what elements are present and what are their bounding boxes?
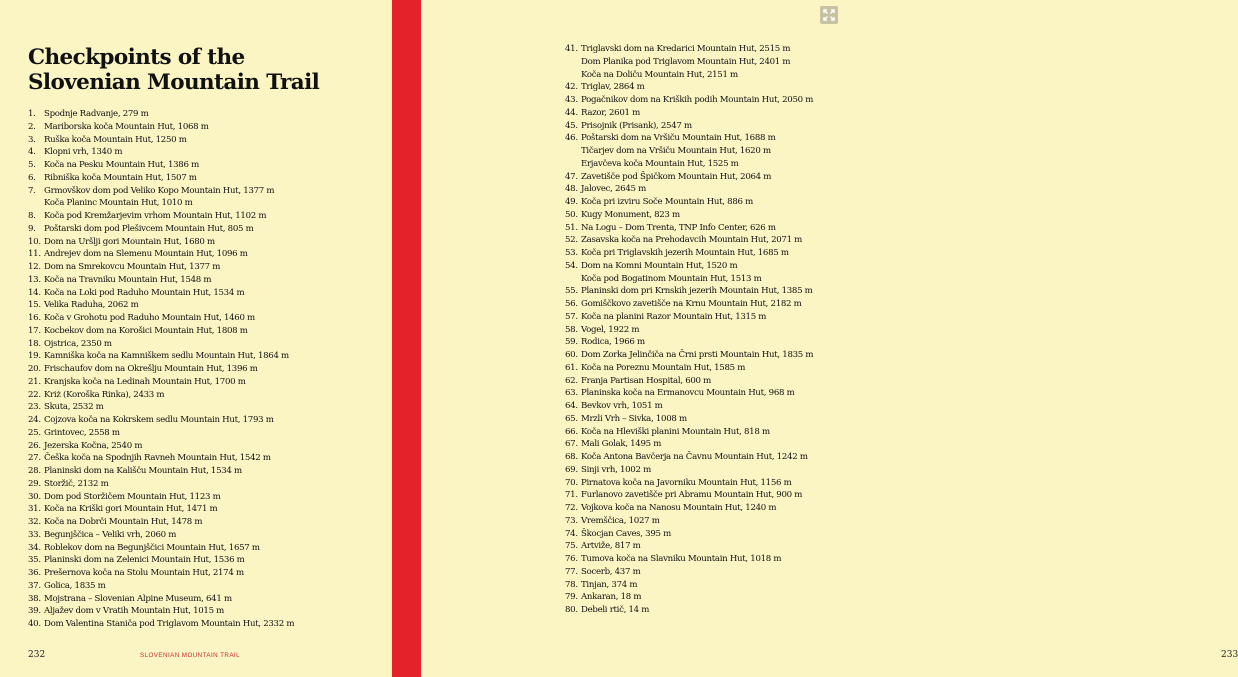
checkpoint-item <box>28 350 294 363</box>
checkpoint-number: 16. <box>28 313 41 323</box>
checkpoint-name: Koča pri Triglavskih jezerih Mountain Hut, 1685 m <box>581 248 789 258</box>
checkpoint-item <box>28 325 294 338</box>
checkpoint-number: 1. <box>28 109 36 119</box>
checkpoint-number: 30. <box>28 491 41 502</box>
checkpoint-item <box>28 338 294 351</box>
checkpoint-name: Dom pod Storžičem Mountain Hut, 1123 m <box>44 491 221 502</box>
checkpoint-number: 78. <box>565 579 578 590</box>
checkpoint-number: 72. <box>565 503 578 513</box>
checkpoint-item <box>28 108 294 121</box>
checkpoint-number: 33. <box>28 529 41 540</box>
checkpoint-number: 71. <box>565 490 578 501</box>
checkpoint-number: 19. <box>28 351 41 362</box>
expand-button[interactable] <box>820 6 838 24</box>
checkpoint-name: Koča na Hleviški planini Mountain Hut, 818 m <box>581 426 770 437</box>
checkpoint-number: 27. <box>28 453 41 464</box>
checkpoint-name: Pogačnikov dom na Kriških podih Mountain Hut, 2050 m <box>581 95 814 105</box>
checkpoint-name: Klopni vrh, 1340 m <box>44 147 123 158</box>
checkpoint-item <box>565 56 813 69</box>
checkpoint-name: Gomiščkovo zavetišče na Krnu Mountain Hut, 2182 m <box>581 299 802 309</box>
checkpoint-name: Velika Raduha, 2062 m <box>44 300 139 311</box>
checkpoint-name: Mali Golak, 1495 m <box>581 439 662 450</box>
checkpoint-item <box>28 529 294 542</box>
checkpoint-number: 77. <box>565 566 578 577</box>
checkpoint-number: 69. <box>565 464 578 475</box>
checkpoint-item <box>565 132 813 145</box>
checkpoint-item <box>28 376 294 389</box>
checkpoint-name: Jezerska Kočna, 2540 m <box>44 440 143 451</box>
checkpoint-item <box>565 464 813 477</box>
checkpoint-item <box>565 43 813 56</box>
checkpoint-name: Koča v Grohotu pod Raduho Mountain Hut, 1460 m <box>44 313 255 323</box>
checkpoint-number: 45. <box>565 120 578 131</box>
checkpoint-item <box>28 414 294 427</box>
checkpoint-name: Dom na Komni Mountain Hut, 1520 m <box>581 260 738 271</box>
checkpoint-item <box>28 618 294 631</box>
checkpoint-item <box>28 516 294 529</box>
page-title <box>28 45 319 95</box>
checkpoint-item <box>28 567 294 580</box>
checkpoint-number: 65. <box>565 413 578 424</box>
checkpoint-item <box>565 311 813 324</box>
checkpoint-item <box>28 605 294 618</box>
checkpoint-number: 9. <box>28 223 36 234</box>
checkpoint-number: 41. <box>565 44 578 54</box>
checkpoint-number: 47. <box>565 171 578 182</box>
checkpoint-name: Pirnatova koča na Javorniku Mountain Hut, 1156 m <box>581 477 792 488</box>
checkpoint-number: 60. <box>565 350 578 360</box>
checkpoint-number: 5. <box>28 160 36 170</box>
checkpoint-item <box>565 234 813 247</box>
checkpoint-number: 29. <box>28 478 41 489</box>
checkpoint-number: 24. <box>28 415 41 425</box>
checkpoint-name: Skuta, 2532 m <box>44 402 104 413</box>
checkpoint-number: 79. <box>565 592 578 603</box>
checkpoint-item <box>28 465 294 478</box>
checkpoint-name: Vojkova koča na Nanosu Mountain Hut, 1240 m <box>581 503 777 513</box>
checkpoint-name: Ojstrica, 2350 m <box>44 338 112 349</box>
checkpoint-item <box>565 489 813 502</box>
checkpoint-number: 28. <box>28 466 41 476</box>
checkpoint-name: Koča na Poreznu Mountain Hut, 1585 m <box>581 362 746 373</box>
checkpoint-name: Jalovec, 2645 m <box>581 184 646 195</box>
checkpoint-name: Furlanovo zavetišče pri Abramu Mountain Hut, 900 m <box>581 490 803 501</box>
checkpoint-name: Erjavčeva koča Mountain Hut, 1525 m <box>581 158 739 169</box>
checkpoint-number: 52. <box>565 235 578 246</box>
checkpoint-name: Dom na Uršlji gori Mountain Hut, 1680 m <box>44 236 215 247</box>
checkpoint-item <box>565 285 813 298</box>
checkpoint-number: 75. <box>565 541 578 552</box>
checkpoint-item <box>28 554 294 567</box>
checkpoint-number: 80. <box>565 605 578 615</box>
checkpoint-item <box>565 171 813 184</box>
checkpoint-name: Koča pod Kremžarjevim vrhom Mountain Hut, 1102 m <box>44 211 267 221</box>
checkpoint-item <box>28 248 294 261</box>
checkpoint-number: 48. <box>565 184 578 195</box>
checkpoint-number: 11. <box>28 249 41 260</box>
checkpoint-item <box>565 324 813 337</box>
checkpoint-number: 66. <box>565 426 578 437</box>
checkpoint-number: 22. <box>28 389 41 400</box>
checkpoint-name: Kranjska koča na Ledinah Mountain Hut, 1700 m <box>44 376 246 387</box>
checkpoint-number: 73. <box>565 515 578 526</box>
checkpoint-name: Na Logu – Dom Trenta, TNP Info Center, 626 m <box>581 222 776 233</box>
checkpoint-item <box>28 593 294 606</box>
checkpoint-number: 34. <box>28 542 41 553</box>
checkpoint-list-right <box>565 43 813 617</box>
checkpoint-item <box>565 579 813 592</box>
checkpoint-number: 7. <box>28 185 36 196</box>
checkpoint-item <box>565 349 813 362</box>
checkpoint-number: 21. <box>28 376 41 387</box>
checkpoint-item <box>565 451 813 464</box>
checkpoint-item <box>565 120 813 133</box>
checkpoint-name: Mrzli Vrh – Sivka, 1008 m <box>581 413 687 424</box>
checkpoint-name: Kriż (Koroška Rinka), 2433 m <box>44 389 165 400</box>
checkpoint-item <box>565 375 813 388</box>
checkpoint-name: Vogel, 1922 m <box>581 324 640 335</box>
checkpoint-number: 40. <box>28 619 41 629</box>
checkpoint-number: 76. <box>565 554 578 564</box>
checkpoint-number: 18. <box>28 338 41 349</box>
checkpoint-name: Dom Valentina Staniča pod Triglavom Mountain Hut, 2332 m <box>44 619 295 629</box>
checkpoint-item <box>565 553 813 566</box>
checkpoint-number: 51. <box>565 222 578 233</box>
checkpoint-name: Ruška koča Mountain Hut, 1250 m <box>44 134 187 145</box>
checkpoint-name: Koča Planinc Mountain Hut, 1010 m <box>44 198 193 209</box>
checkpoint-item <box>28 491 294 504</box>
checkpoint-item <box>28 299 294 312</box>
checkpoint-name: Koča Antona Bavčerja na Čavnu Mountain Hut, 1242 m <box>581 452 808 462</box>
checkpoint-name: Bevkov vrh, 1051 m <box>581 401 663 411</box>
checkpoint-name: Poštarski dom na Vršiču Mountain Hut, 1688 m <box>581 133 776 144</box>
checkpoint-number: 15. <box>28 300 41 311</box>
checkpoint-number: 32. <box>28 517 41 527</box>
checkpoint-item <box>28 197 294 210</box>
checkpoint-name: Koča na Pesku Mountain Hut, 1386 m <box>44 160 199 170</box>
checkpoint-number: 68. <box>565 452 578 462</box>
checkpoint-item <box>565 196 813 209</box>
checkpoint-name: Rodica, 1966 m <box>581 337 645 348</box>
title-line-1: Checkpoints of the <box>28 45 245 70</box>
checkpoint-number: 25. <box>28 427 41 438</box>
checkpoint-name: Koča na Kriški gori Mountain Hut, 1471 m <box>44 504 218 515</box>
checkpoint-number: 54. <box>565 260 578 271</box>
checkpoint-item <box>28 210 294 223</box>
checkpoint-name: Spodnje Radvanje, 279 m <box>44 109 149 119</box>
checkpoint-item <box>565 438 813 451</box>
checkpoint-name: Vremščica, 1027 m <box>581 515 660 526</box>
checkpoint-name: Tumova koča na Slavniku Mountain Hut, 1018 m <box>581 554 782 564</box>
checkpoint-item <box>565 298 813 311</box>
checkpoint-item <box>28 401 294 414</box>
checkpoint-number: 4. <box>28 147 36 158</box>
checkpoint-number: 39. <box>28 606 41 617</box>
checkpoint-number: 53. <box>565 248 578 258</box>
checkpoint-item <box>28 146 294 159</box>
checkpoint-number: 56. <box>565 299 578 309</box>
checkpoint-item <box>565 413 813 426</box>
checkpoint-name: Artviže, 817 m <box>581 541 641 552</box>
checkpoint-name: Zasavska koča na Prehodavcih Mountain Hut, 2071 m <box>581 235 803 246</box>
checkpoint-name: Frischaufov dom na Okrešlju Mountain Hut, 1396 m <box>44 364 258 374</box>
checkpoint-item <box>28 121 294 134</box>
checkpoint-item <box>28 287 294 300</box>
checkpoint-name: Socerb, 437 m <box>581 566 641 577</box>
checkpoint-item <box>28 440 294 453</box>
checkpoint-number: 36. <box>28 568 41 578</box>
checkpoint-number: 62. <box>565 375 578 386</box>
checkpoint-item <box>28 134 294 147</box>
checkpoint-name: Kamniška koča na Kamniškem sedlu Mountain Hut, 1864 m <box>44 351 289 362</box>
checkpoint-name: Škocjan Caves, 395 m <box>581 528 671 539</box>
checkpoint-list-left <box>28 108 294 631</box>
checkpoint-item <box>565 528 813 541</box>
checkpoint-item <box>28 542 294 555</box>
checkpoint-number: 44. <box>565 107 578 118</box>
checkpoint-item <box>565 69 813 82</box>
checkpoint-item <box>565 209 813 222</box>
checkpoint-number: 2. <box>28 121 36 132</box>
checkpoint-name: Ribniška koča Mountain Hut, 1507 m <box>44 172 197 183</box>
checkpoint-name: Planinski dom pri Krnskih jezerih Mountain Hut, 1385 m <box>581 286 813 297</box>
checkpoint-name: Planinski dom na Kališču Mountain Hut, 1534 m <box>44 466 242 476</box>
checkpoint-number: 17. <box>28 325 41 336</box>
checkpoint-number: 10. <box>28 236 41 247</box>
checkpoint-name: Planinski dom na Zelenici Mountain Hut, 1536 m <box>44 555 245 566</box>
checkpoint-name: Dom Planika pod Triglavom Mountain Hut, 2401 m <box>581 56 791 67</box>
checkpoint-name: Koča na planini Razor Mountain Hut, 1315 m <box>581 311 767 322</box>
checkpoint-name: Koča na Dobrči Mountain Hut, 1478 m <box>44 517 203 527</box>
checkpoint-number: 57. <box>565 311 578 322</box>
checkpoint-number: 43. <box>565 95 578 105</box>
checkpoint-name: Koča na Doliču Mountain Hut, 2151 m <box>581 69 738 80</box>
checkpoint-item <box>565 94 813 107</box>
checkpoint-name: Mojstrana – Slovenian Alpine Museum, 641 m <box>44 593 232 604</box>
checkpoint-name: Koča pod Bogatinom Mountain Hut, 1513 m <box>581 273 762 284</box>
checkpoint-item <box>565 515 813 528</box>
checkpoint-item <box>565 222 813 235</box>
checkpoint-item <box>565 477 813 490</box>
checkpoint-item <box>565 426 813 439</box>
checkpoint-name: Aljažev dom v Vratih Mountain Hut, 1015 m <box>44 606 225 617</box>
checkpoint-name: Planinska koča na Ermanovcu Mountain Hut, 968 m <box>581 388 795 399</box>
checkpoint-name: Cojzova koča na Kokrskem sedlu Mountain Hut, 1793 m <box>44 415 274 425</box>
checkpoint-item <box>28 159 294 172</box>
checkpoint-item <box>565 247 813 260</box>
checkpoint-item <box>565 400 813 413</box>
checkpoint-item <box>28 172 294 185</box>
checkpoint-name: Tičarjev dom na Vršiču Mountain Hut, 1620 m <box>581 146 771 156</box>
checkpoint-number: 55. <box>565 286 578 297</box>
checkpoint-item <box>565 145 813 158</box>
checkpoint-name: Koča na Travniku Mountain Hut, 1548 m <box>44 274 212 285</box>
checkpoint-name: Golica, 1835 m <box>44 580 106 591</box>
checkpoint-number: 13. <box>28 274 41 285</box>
left-page-number: 232 <box>28 650 46 660</box>
checkpoint-number: 58. <box>565 324 578 335</box>
checkpoint-name: Dom na Smrekovcu Mountain Hut, 1377 m <box>44 262 221 272</box>
checkpoint-name: Kugy Monument, 823 m <box>581 209 680 220</box>
checkpoint-item <box>565 260 813 273</box>
checkpoint-name: Češka koča na Spodnjih Ravneh Mountain Hut, 1542 m <box>44 453 271 464</box>
checkpoint-name: Prešernova koča na Stolu Mountain Hut, 2174 m <box>44 568 244 578</box>
checkpoint-item <box>565 183 813 196</box>
checkpoint-number: 59. <box>565 337 578 348</box>
checkpoint-name: Poštarski dom pod Plešivcem Mountain Hut, 805 m <box>44 223 254 234</box>
checkpoint-item <box>565 158 813 171</box>
checkpoint-number: 6. <box>28 172 36 183</box>
checkpoint-item <box>28 236 294 249</box>
checkpoint-item <box>565 387 813 400</box>
checkpoint-item <box>28 363 294 376</box>
checkpoint-number: 50. <box>565 209 578 220</box>
checkpoint-item <box>28 503 294 516</box>
checkpoint-item <box>565 566 813 579</box>
checkpoint-item <box>28 274 294 287</box>
checkpoint-item <box>28 452 294 465</box>
checkpoint-name: Begunjščica – Veliki vrh, 2060 m <box>44 529 177 540</box>
checkpoint-item <box>565 604 813 617</box>
checkpoint-name: Razor, 2601 m <box>581 107 640 118</box>
checkpoint-name: Koča pri izviru Soče Mountain Hut, 886 m <box>581 197 753 207</box>
title-line-2: Slovenian Mountain Trail <box>28 70 320 95</box>
checkpoint-number: 26. <box>28 440 41 451</box>
checkpoint-number: 49. <box>565 197 578 207</box>
checkpoint-item <box>28 312 294 325</box>
checkpoint-name: Roblekov dom na Begunjščici Mountain Hut, 1657 m <box>44 542 260 553</box>
checkpoint-number: 31. <box>28 504 41 515</box>
checkpoint-name: Prisojnik (Prisank), 2547 m <box>581 120 692 131</box>
checkpoint-number: 63. <box>565 388 578 399</box>
checkpoint-name: Koča na Loki pod Raduho Mountain Hut, 1534 m <box>44 287 245 298</box>
checkpoint-number: 70. <box>565 477 578 488</box>
checkpoint-number: 38. <box>28 593 41 604</box>
checkpoint-number: 20. <box>28 364 41 374</box>
checkpoint-name: Triglavski dom na Kredarici Mountain Hut, 2515 m <box>581 44 791 54</box>
checkpoint-number: 3. <box>28 134 36 145</box>
checkpoint-number: 67. <box>565 439 578 450</box>
checkpoint-name: Mariborska koča Mountain Hut, 1068 m <box>44 121 209 132</box>
checkpoint-name: Zavetišče pod Špičkom Mountain Hut, 2064 m <box>581 171 772 182</box>
checkpoint-item <box>565 107 813 120</box>
checkpoint-number: 35. <box>28 555 41 566</box>
checkpoint-item <box>28 580 294 593</box>
checkpoint-name: Tinjan, 374 m <box>581 579 638 590</box>
checkpoint-item <box>28 261 294 274</box>
checkpoint-name: Grmovškov dom pod Veliko Kopo Mountain Hut, 1377 m <box>44 185 275 196</box>
expand-icon <box>820 6 838 24</box>
checkpoint-name: Andrejev dom na Slemenu Mountain Hut, 1096 m <box>44 249 248 260</box>
checkpoint-item <box>28 478 294 491</box>
checkpoint-name: Kocbekov dom na Korošici Mountain Hut, 1808 m <box>44 325 248 336</box>
checkpoint-item <box>565 502 813 515</box>
checkpoint-name: Debeli rtič, 14 m <box>581 605 650 615</box>
checkpoint-number: 46. <box>565 133 578 144</box>
running-head: SLOVENIAN MOUNTAIN TRAIL <box>140 652 240 659</box>
checkpoint-number: 64. <box>565 401 578 411</box>
checkpoint-item <box>565 336 813 349</box>
checkpoint-item <box>28 223 294 236</box>
checkpoint-number: 14. <box>28 287 41 298</box>
checkpoint-item <box>28 427 294 440</box>
right-page-number: 233 <box>1221 650 1238 660</box>
checkpoint-number: 23. <box>28 402 41 413</box>
checkpoint-item <box>565 81 813 94</box>
checkpoint-name: Sinji vrh, 1002 m <box>581 464 651 475</box>
checkpoint-item <box>565 362 813 375</box>
checkpoint-name: Franja Partisan Hospital, 600 m <box>581 375 711 386</box>
checkpoint-number: 12. <box>28 262 41 272</box>
checkpoint-number: 61. <box>565 362 578 373</box>
checkpoint-name: Ankaran, 18 m <box>581 592 642 603</box>
checkpoint-number: 42. <box>565 82 578 93</box>
checkpoint-item <box>28 185 294 198</box>
checkpoint-name: Dom Zorka Jelinčiča na Črni prsti Mountain Hut, 1835 m <box>581 350 814 360</box>
checkpoint-number: 8. <box>28 211 36 221</box>
checkpoint-item <box>28 389 294 402</box>
checkpoint-name: Triglav, 2864 m <box>581 82 645 93</box>
checkpoint-number: 74. <box>565 528 578 539</box>
book-spine <box>392 0 421 677</box>
checkpoint-item <box>565 591 813 604</box>
checkpoint-item <box>565 540 813 553</box>
checkpoint-number: 37. <box>28 580 41 591</box>
checkpoint-name: Grintovec, 2558 m <box>44 427 120 438</box>
checkpoint-name: Storžič, 2132 m <box>44 478 109 489</box>
checkpoint-item <box>565 273 813 286</box>
